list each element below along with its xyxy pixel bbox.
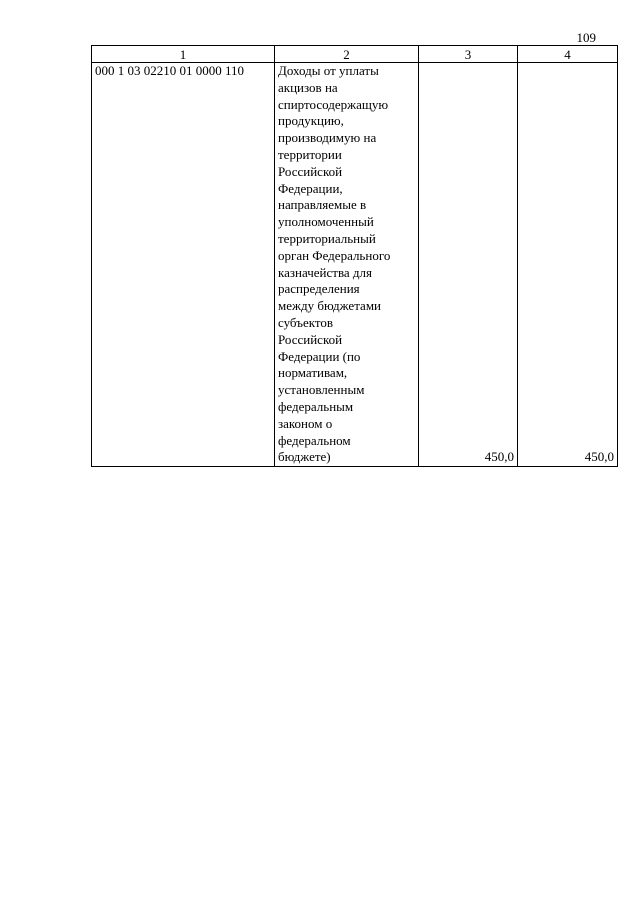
- amount-cell-col3: 450,0: [419, 63, 518, 467]
- page-number: 109: [576, 30, 596, 45]
- column-header-4: 4: [518, 46, 618, 63]
- budget-code-cell: 000 1 03 02210 01 0000 110: [92, 63, 275, 467]
- column-header-1: 1: [92, 46, 275, 63]
- amount-cell-col4: 450,0: [518, 63, 618, 467]
- table-row: [92, 63, 618, 467]
- description-cell: Доходы от уплаты акцизов на спиртосодержащую продукцию, производимую на территории Российской Федерации, направляемые в уполномоченный территориальный орган Федерального казначейства для распределения между бюджетами субъектов Российской Федерации (по нормативам, установленным федеральным законом о федеральном бюджете): [275, 63, 419, 467]
- header-row: [92, 46, 618, 63]
- budget-table: [91, 45, 618, 467]
- column-header-2: 2: [275, 46, 419, 63]
- column-header-3: 3: [419, 46, 518, 63]
